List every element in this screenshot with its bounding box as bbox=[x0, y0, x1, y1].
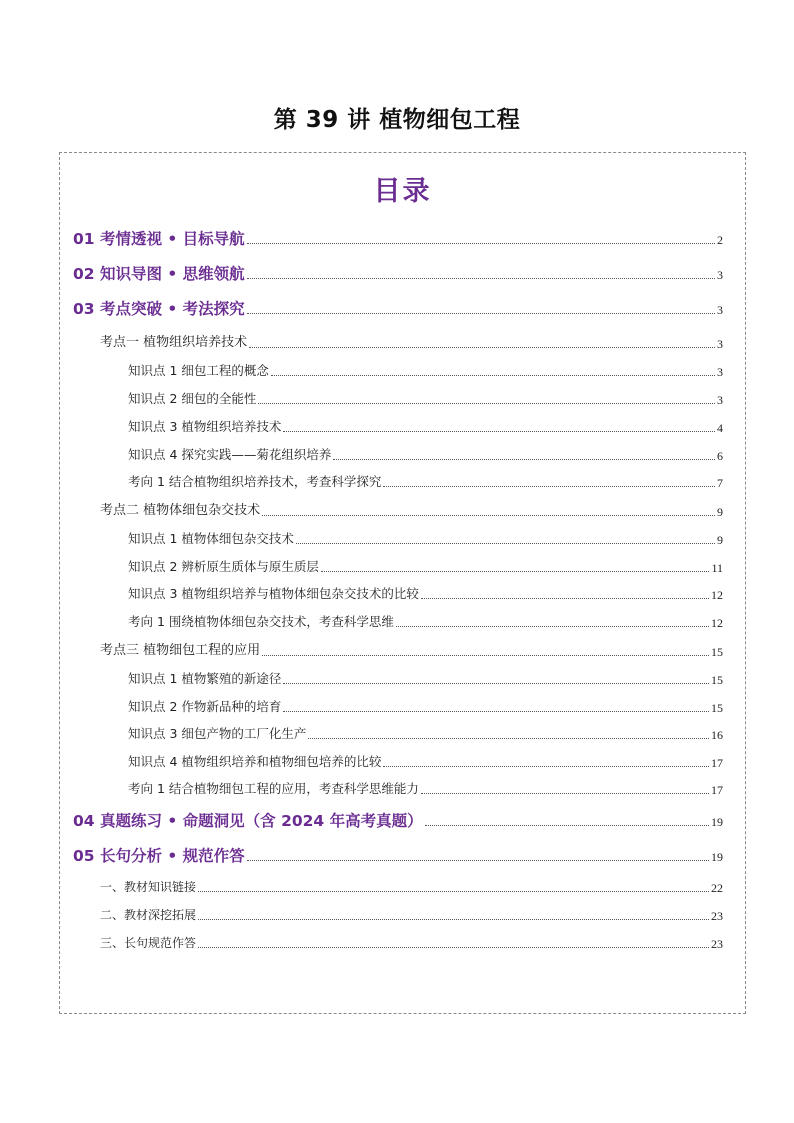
toc-entry-label: 知识点 4 探究实践——菊花组织培养 bbox=[128, 447, 332, 462]
toc-dot-leader bbox=[247, 243, 715, 244]
toc-entry[interactable] bbox=[128, 750, 723, 772]
toc-dot-leader bbox=[308, 738, 709, 739]
toc-entry-label: 考点二 植物体细包杂交技术 bbox=[100, 503, 261, 518]
toc-entry-page-number: 12 bbox=[711, 588, 723, 602]
toc-entry-page-number: 6 bbox=[717, 449, 723, 463]
toc-dot-leader bbox=[425, 825, 709, 826]
toc-dot-leader bbox=[258, 403, 715, 404]
toc-dot-leader bbox=[283, 711, 709, 712]
toc-entry-page-number: 23 bbox=[711, 937, 723, 951]
toc-entry-page-number: 7 bbox=[717, 476, 723, 490]
toc-entry-page-number: 19 bbox=[711, 815, 723, 829]
toc-entry[interactable] bbox=[73, 262, 723, 284]
toc-entry[interactable] bbox=[100, 903, 723, 925]
toc-entry[interactable] bbox=[128, 610, 723, 632]
toc-dot-leader bbox=[247, 313, 715, 314]
toc-entry-label: 一、教材知识链接 bbox=[100, 880, 197, 894]
toc-entry-page-number: 16 bbox=[711, 728, 723, 742]
toc-entry-page-number: 4 bbox=[717, 421, 723, 435]
toc-entry-label: 知识点 2 细包的全能性 bbox=[128, 391, 257, 406]
toc-dot-leader bbox=[249, 347, 715, 348]
toc-entry[interactable] bbox=[73, 227, 723, 249]
toc-dot-leader bbox=[247, 278, 715, 279]
page-title: 第 39 讲 植物细包工程 bbox=[273, 107, 521, 133]
toc-entry-label: 知识点 3 植物组织培养技术 bbox=[128, 419, 282, 434]
toc-entry-page-number: 19 bbox=[711, 850, 723, 864]
toc-dot-leader bbox=[383, 486, 715, 487]
toc-entry-page-number: 17 bbox=[711, 783, 723, 797]
toc-entry-page-number: 11 bbox=[711, 561, 723, 575]
toc-heading: 目录 bbox=[373, 176, 432, 207]
toc-entry-page-number: 9 bbox=[717, 533, 723, 547]
toc-entry-label: 知识点 2 辨析原生质体与原生质层 bbox=[128, 559, 319, 574]
toc-entry[interactable] bbox=[100, 331, 723, 353]
toc-entry-label: 知识点 1 植物繁殖的新途径 bbox=[128, 671, 282, 686]
toc-entry-page-number: 2 bbox=[717, 233, 723, 247]
toc-entry[interactable] bbox=[73, 297, 723, 319]
toc-entry[interactable] bbox=[128, 582, 723, 604]
toc-entry-page-number: 22 bbox=[711, 881, 723, 895]
toc-entry-page-number: 9 bbox=[717, 505, 723, 519]
toc-entry[interactable] bbox=[128, 415, 723, 437]
toc-dot-leader bbox=[247, 860, 709, 861]
toc-entry-label: 知识点 2 作物新品种的培育 bbox=[128, 699, 282, 714]
toc-entry[interactable] bbox=[128, 667, 723, 689]
toc-entry[interactable] bbox=[73, 809, 723, 831]
toc-entry-page-number: 3 bbox=[717, 393, 723, 407]
toc-entry-page-number: 12 bbox=[711, 616, 723, 630]
toc-dot-leader bbox=[198, 947, 709, 948]
toc-entry[interactable] bbox=[100, 499, 723, 521]
toc-dot-leader bbox=[198, 891, 709, 892]
toc-entry-label: 知识点 3 细包产物的工厂化生产 bbox=[128, 726, 307, 741]
toc-dot-leader bbox=[421, 793, 709, 794]
toc-entry-label: 04 真题练习 • 命题洞见（含 2024 年高考真题） bbox=[73, 812, 423, 830]
toc-entry-label: 知识点 3 植物组织培养与植物体细包杂交技术的比较 bbox=[128, 586, 419, 601]
toc-container bbox=[59, 152, 746, 1014]
toc-entry[interactable] bbox=[128, 722, 723, 744]
toc-dot-leader bbox=[421, 598, 709, 599]
toc-entry-label: 三、长句规范作答 bbox=[100, 936, 197, 950]
toc-entry-page-number: 3 bbox=[717, 365, 723, 379]
toc-entry-label: 考向 1 结合植物组织培养技术，考查科学探究 bbox=[128, 474, 382, 489]
toc-entry-label: 03 考点突破 • 考法探究 bbox=[73, 300, 245, 318]
toc-entry[interactable] bbox=[128, 695, 723, 717]
toc-dot-leader bbox=[262, 515, 715, 516]
toc-entry-page-number: 3 bbox=[717, 337, 723, 351]
toc-entry-page-number: 3 bbox=[717, 303, 723, 317]
toc-entry-label: 考点一 植物组织培养技术 bbox=[100, 335, 248, 350]
toc-entry[interactable] bbox=[128, 527, 723, 549]
toc-dot-leader bbox=[383, 766, 709, 767]
toc-entry[interactable] bbox=[100, 639, 723, 661]
toc-entry[interactable] bbox=[100, 931, 723, 953]
toc-entry-label: 二、教材深挖拓展 bbox=[100, 908, 197, 922]
toc-entry-page-number: 3 bbox=[717, 268, 723, 282]
toc-dot-leader bbox=[198, 919, 709, 920]
toc-entry[interactable] bbox=[100, 875, 723, 897]
toc-entry-label: 02 知识导图 • 思维领航 bbox=[73, 265, 245, 283]
toc-dot-leader bbox=[271, 375, 715, 376]
toc-entry[interactable] bbox=[128, 443, 723, 465]
toc-entry[interactable] bbox=[128, 777, 723, 799]
toc-entry-label: 考向 1 围绕植物体细包杂交技术，考查科学思维 bbox=[128, 614, 394, 629]
toc-entry[interactable] bbox=[128, 387, 723, 409]
toc-dot-leader bbox=[396, 626, 709, 627]
toc-dot-leader bbox=[321, 571, 710, 572]
toc-entry-page-number: 15 bbox=[711, 673, 723, 687]
toc-dot-leader bbox=[296, 543, 715, 544]
toc-entry[interactable] bbox=[128, 555, 723, 577]
toc-entry-label: 01 考情透视 • 目标导航 bbox=[73, 230, 245, 248]
toc-entry[interactable] bbox=[128, 359, 723, 381]
toc-entry-label: 知识点 4 植物组织培养和植物细包培养的比较 bbox=[128, 754, 382, 769]
toc-entry-page-number: 17 bbox=[711, 756, 723, 770]
toc-entry-label: 05 长句分析 • 规范作答 bbox=[73, 847, 245, 865]
toc-entry-label: 考向 1 结合植物细包工程的应用，考查科学思维能力 bbox=[128, 781, 419, 796]
toc-dot-leader bbox=[283, 683, 709, 684]
toc-entry-label: 考点三 植物细包工程的应用 bbox=[100, 643, 261, 658]
toc-entry[interactable] bbox=[73, 844, 723, 866]
toc-dot-leader bbox=[283, 431, 715, 432]
toc-entry-label: 知识点 1 植物体细包杂交技术 bbox=[128, 531, 294, 546]
toc-entry-page-number: 15 bbox=[711, 701, 723, 715]
toc-entry-page-number: 15 bbox=[711, 645, 723, 659]
toc-entry-page-number: 23 bbox=[711, 909, 723, 923]
toc-entry-label: 知识点 1 细包工程的概念 bbox=[128, 363, 269, 378]
toc-dot-leader bbox=[262, 655, 709, 656]
toc-dot-leader bbox=[333, 459, 715, 460]
toc-entry[interactable] bbox=[128, 470, 723, 492]
